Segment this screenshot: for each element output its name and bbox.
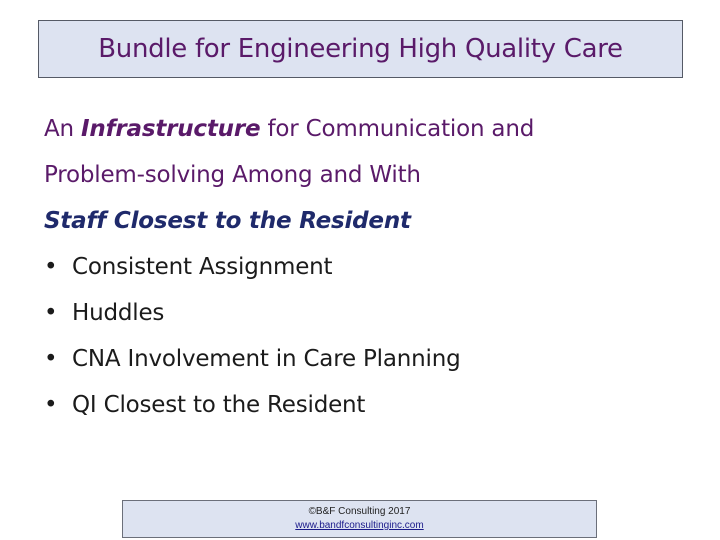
intro-suffix: for Communication and xyxy=(260,116,535,142)
intro-line-2: Problem-solving Among and With xyxy=(44,162,421,188)
bullet-icon: • xyxy=(44,346,58,372)
bullet-icon: • xyxy=(44,300,58,326)
bullet-icon: • xyxy=(44,254,58,280)
intro-emphasis: Infrastructure xyxy=(81,116,261,142)
bullet-icon: • xyxy=(44,392,58,418)
bullet-text: Consistent Assignment xyxy=(72,254,333,280)
slide-title: Bundle for Engineering High Quality Care xyxy=(98,34,623,64)
footer-url-link[interactable]: www.bandfconsultinginc.com xyxy=(295,520,424,531)
slide-title-box xyxy=(38,20,683,78)
intro-line-1 xyxy=(44,106,534,152)
slide-body xyxy=(44,106,534,428)
intro-prefix: An xyxy=(44,116,82,142)
intro-line-3: Staff Closest to the Resident xyxy=(44,208,411,234)
list-item xyxy=(44,382,534,428)
list-item xyxy=(44,244,534,290)
footer-copyright: ©B&F Consulting 2017 xyxy=(308,506,411,517)
footer-box xyxy=(122,500,597,538)
bullet-text: CNA Involvement in Care Planning xyxy=(72,346,461,372)
list-item xyxy=(44,336,534,382)
bullet-text: QI Closest to the Resident xyxy=(72,392,366,418)
bullet-list xyxy=(44,244,534,428)
list-item xyxy=(44,290,534,336)
bullet-text: Huddles xyxy=(72,300,165,326)
